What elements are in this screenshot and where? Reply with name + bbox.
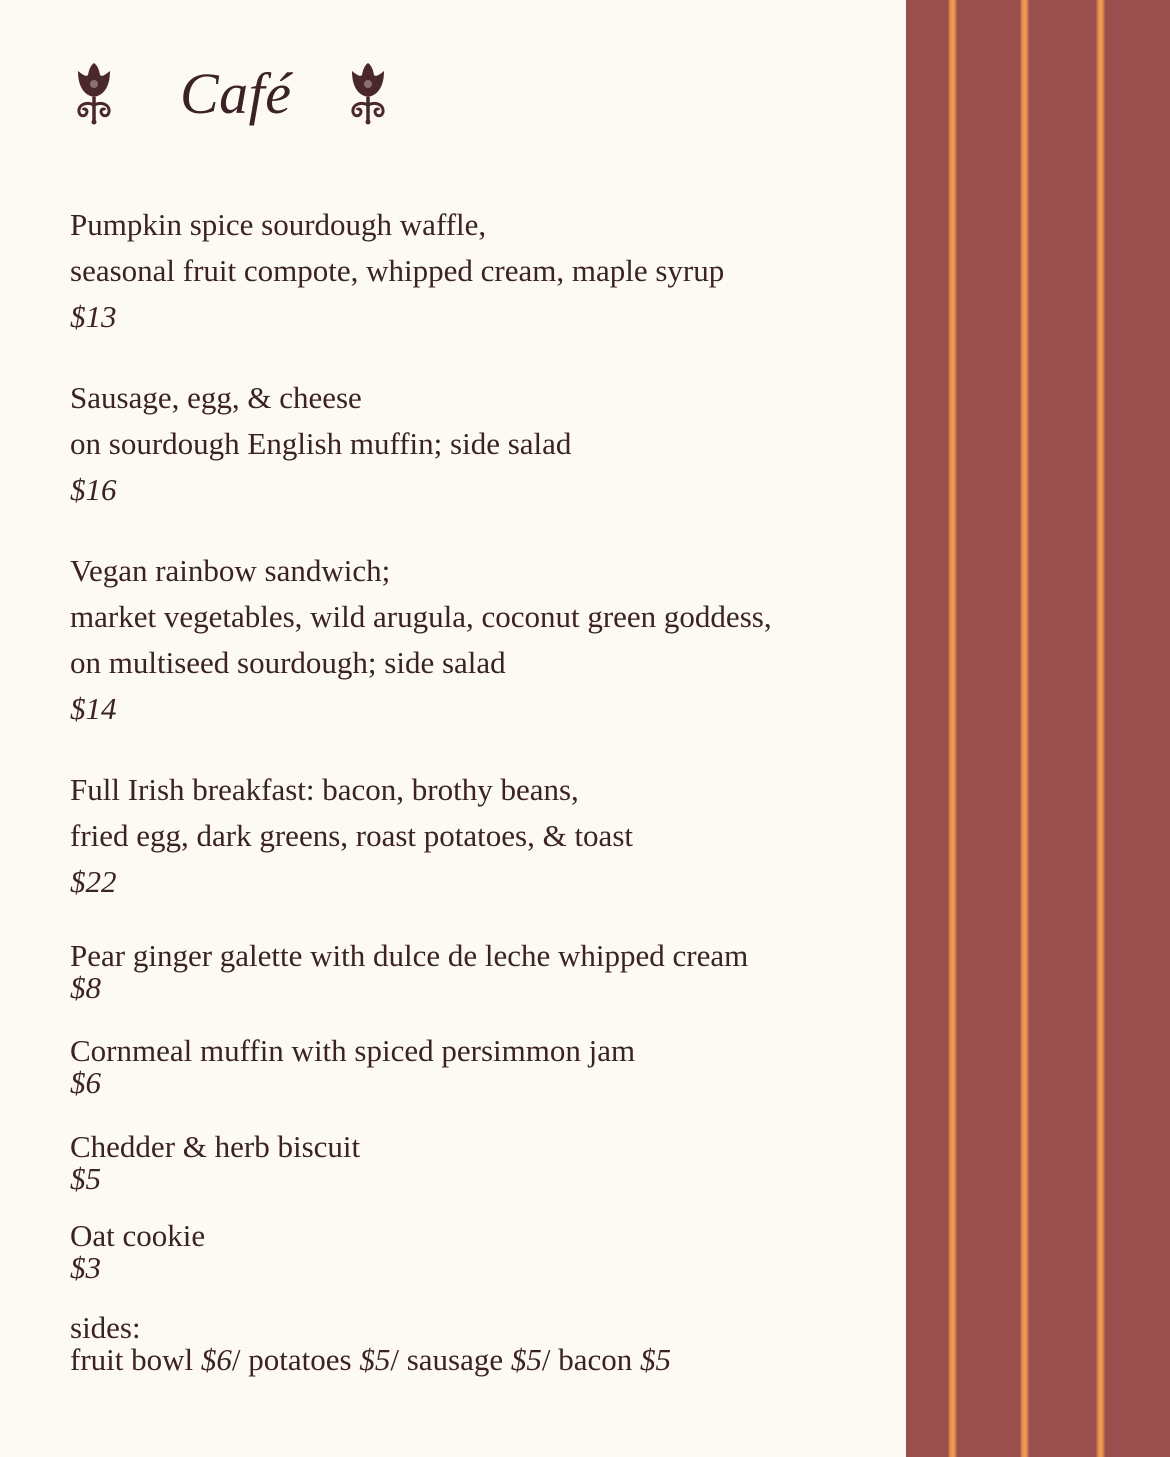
- side-price: $6: [200, 1342, 232, 1377]
- item-price: $8: [70, 970, 101, 1005]
- side-price: $5: [640, 1342, 671, 1377]
- side-price: $5: [510, 1342, 542, 1377]
- item-price: $6: [70, 1065, 101, 1100]
- menu-header: [70, 58, 392, 130]
- menu-item-biscuit: [70, 1131, 360, 1195]
- sides-section: [70, 1312, 671, 1376]
- item-description: Oat cookie: [70, 1218, 206, 1253]
- item-description: Sausage, egg, & cheese: [70, 380, 362, 415]
- menu-item-waffle: [70, 202, 724, 340]
- item-description: Pumpkin spice sourdough waffle,: [70, 207, 487, 242]
- item-description: on multiseed sourdough; side salad: [70, 645, 506, 680]
- sides-list: [70, 1344, 671, 1376]
- item-price: $3: [70, 1250, 101, 1285]
- item-description: on sourdough English muffin; side salad: [70, 426, 572, 461]
- item-price: $16: [70, 472, 117, 507]
- item-description: market vegetables, wild arugula, coconut green goddess,: [70, 599, 772, 634]
- stripe-line: [1096, 0, 1105, 1457]
- item-price: $22: [70, 864, 117, 899]
- side-name: fruit bowl: [70, 1342, 201, 1377]
- item-description: Chedder & herb biscuit: [70, 1129, 361, 1164]
- sides-label: sides:: [70, 1310, 141, 1345]
- item-price: $14: [70, 691, 117, 726]
- menu-item-galette: [70, 940, 748, 1004]
- page-title: Café: [180, 61, 292, 126]
- item-price: $5: [70, 1161, 101, 1196]
- side-price: $5: [359, 1342, 391, 1377]
- fleuron-icon: [344, 61, 392, 127]
- menu-item-cornmeal-muffin: [70, 1035, 635, 1099]
- item-description: Vegan rainbow sandwich;: [70, 553, 391, 588]
- side-name: bacon: [558, 1342, 640, 1377]
- item-description: seasonal fruit compote, whipped cream, maple syrup: [70, 253, 725, 288]
- stripe-line: [948, 0, 957, 1457]
- decorative-stripe-panel: [906, 0, 1170, 1457]
- item-description: Full Irish breakfast: bacon, brothy beans,: [70, 772, 579, 807]
- menu-item-irish-breakfast: [70, 767, 633, 905]
- side-separator: /: [541, 1342, 559, 1377]
- side-name: potatoes: [248, 1342, 360, 1377]
- item-description: fried egg, dark greens, roast potatoes, & toast: [70, 818, 633, 853]
- side-separator: /: [390, 1342, 407, 1377]
- side-separator: /: [231, 1342, 249, 1377]
- item-description: Pear ginger galette with dulce de leche whipped cream: [70, 938, 749, 973]
- menu-item-sausage-egg-cheese: [70, 375, 571, 513]
- menu-item-vegan-sandwich: [70, 548, 772, 732]
- side-name: sausage: [406, 1342, 511, 1377]
- fleuron-icon: [70, 61, 118, 127]
- item-price: $13: [70, 299, 117, 334]
- stripe-line: [1020, 0, 1029, 1457]
- item-description: Cornmeal muffin with spiced persimmon jam: [70, 1033, 636, 1068]
- menu-item-oat-cookie: [70, 1220, 205, 1284]
